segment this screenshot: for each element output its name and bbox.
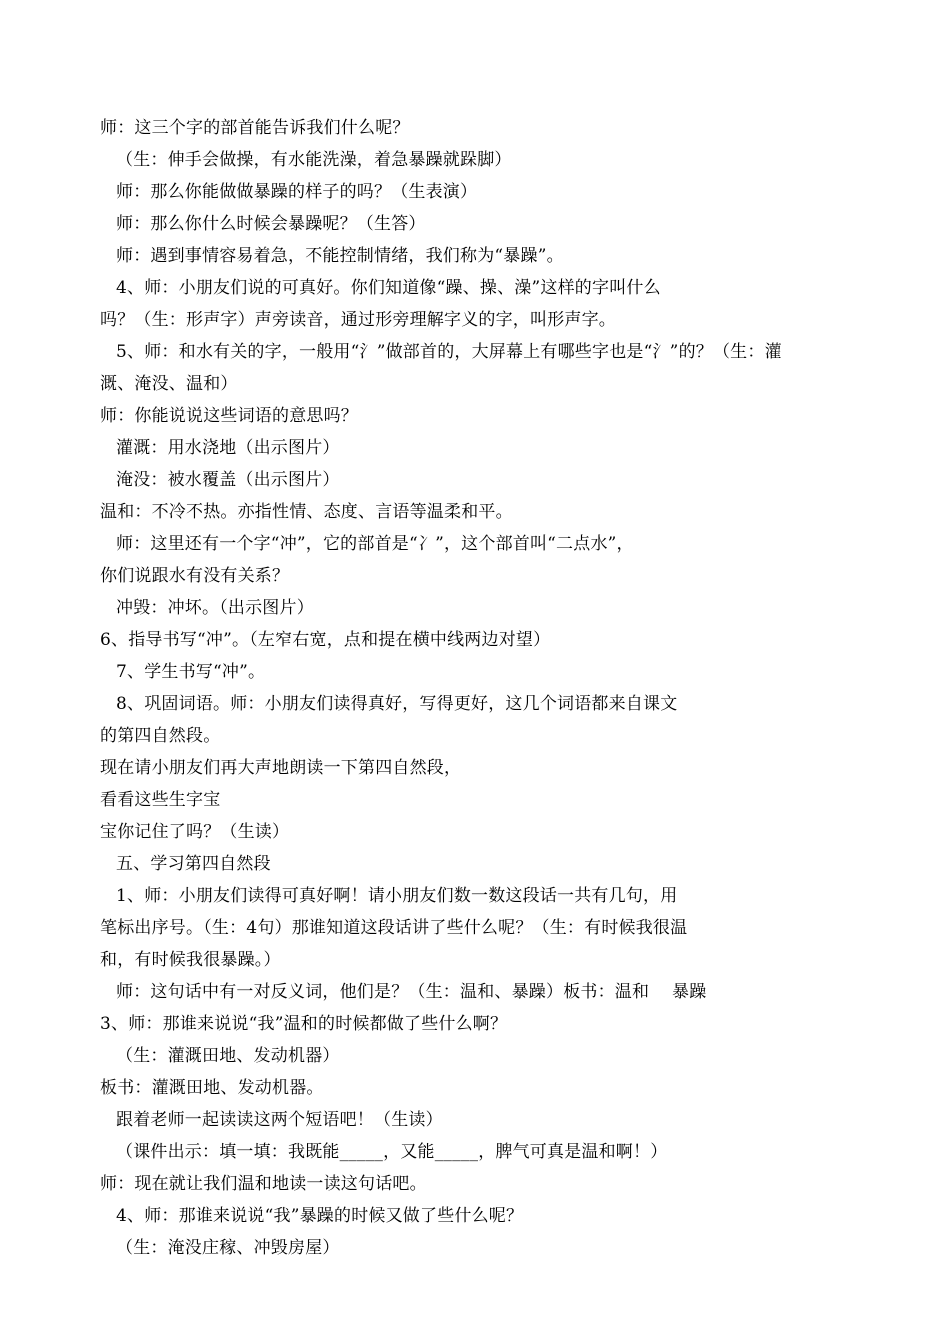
text-line: 师：那么你能做做暴躁的样子的吗？（生表演） [116,182,478,202]
text-line: 8、巩固词语。师：小朋友们读得真好，写得更好，这几个词语都来自课文 [116,694,678,714]
text-line: （生：淹没庄稼、冲毁房屋） [116,1238,340,1258]
text-line: （课件出示：填一填：我既能_____，又能_____，脾气可真是温和啊！） [116,1142,668,1162]
text-line: （生：灌溉田地、发动机器） [116,1046,340,1066]
text-line: 宝你记住了吗？（生读） [100,822,290,842]
text-line: 五、学习第四自然段 [116,854,271,874]
text-line: 师：这三个字的部首能告诉我们什么呢？ [100,118,410,138]
text-line: 7、学生书写“冲”。 [116,662,266,682]
text-line: 板书：灌溉田地、发动机器。 [100,1078,324,1098]
text-line: 溉、淹没、温和） [100,374,238,394]
text-line: 吗？（生：形声字）声旁读音，通过形旁理解字义的字，叫形声字。 [100,310,616,330]
text-line: 灌溉：用水浇地（出示图片） [116,438,340,458]
text-line: 5、师：和水有关的字，一般用“氵”做部首的，大屏幕上有哪些字也是“氵”的？（生：灌 [116,342,782,362]
text-line: 师：你能说说这些词语的意思吗？ [100,406,358,426]
text-line: 师：遇到事情容易着急，不能控制情绪，我们称为“暴躁”。 [116,246,564,266]
text-line: 和，有时候我很暴躁。） [100,950,281,970]
text-line: （生：伸手会做操，有水能洗澡，着急暴躁就跺脚） [116,150,512,170]
text-line: 的第四自然段。 [100,726,221,746]
text-line: 师：现在就让我们温和地读一读这句话吧。 [100,1174,427,1194]
text-line: 你们说跟水有没有关系？ [100,566,290,586]
text-line: 温和：不冷不热。亦指性情、态度、言语等温柔和平。 [100,502,513,522]
text-line: 看看这些生字宝 [100,790,221,810]
text-line: 师：那么你什么时候会暴躁呢？（生答） [116,214,426,234]
text-line: 4、师：小朋友们说的可真好。你们知道像“躁、操、澡”这样的字叫什么 [116,278,661,298]
text-line: 6、指导书写“冲”。（左窄右宽，点和提在横中线两边对望） [100,630,551,650]
text-line: 师：这里还有一个字“冲”，它的部首是“冫”，这个部首叫“二点水”， [116,534,634,554]
text-line: 跟着老师一起读读这两个短语吧！（生读） [116,1110,443,1130]
text-line: 1、师：小朋友们读得可真好啊！请小朋友们数一数这段话一共有几句，用 [116,886,678,906]
text-line: 笔标出序号。（生：4句）那谁知道这段话讲了些什么呢？（生：有时候我很温 [100,918,688,938]
text-line: 淹没：被水覆盖（出示图片） [116,470,340,490]
text-line: 冲毁：冲坏。（出示图片） [116,598,314,618]
text-line: 4、师：那谁来说说“我”暴躁的时候又做了些什么呢？ [116,1206,524,1226]
text-line: 现在请小朋友们再大声地朗读一下第四自然段， [100,758,462,778]
text-line: 3、师：那谁来说说“我”温和的时候都做了些什么啊？ [100,1014,508,1034]
text-line: 师：这句话中有一对反义词，他们是？（生：温和、暴躁）板书：温和 暴躁 [116,982,707,1002]
